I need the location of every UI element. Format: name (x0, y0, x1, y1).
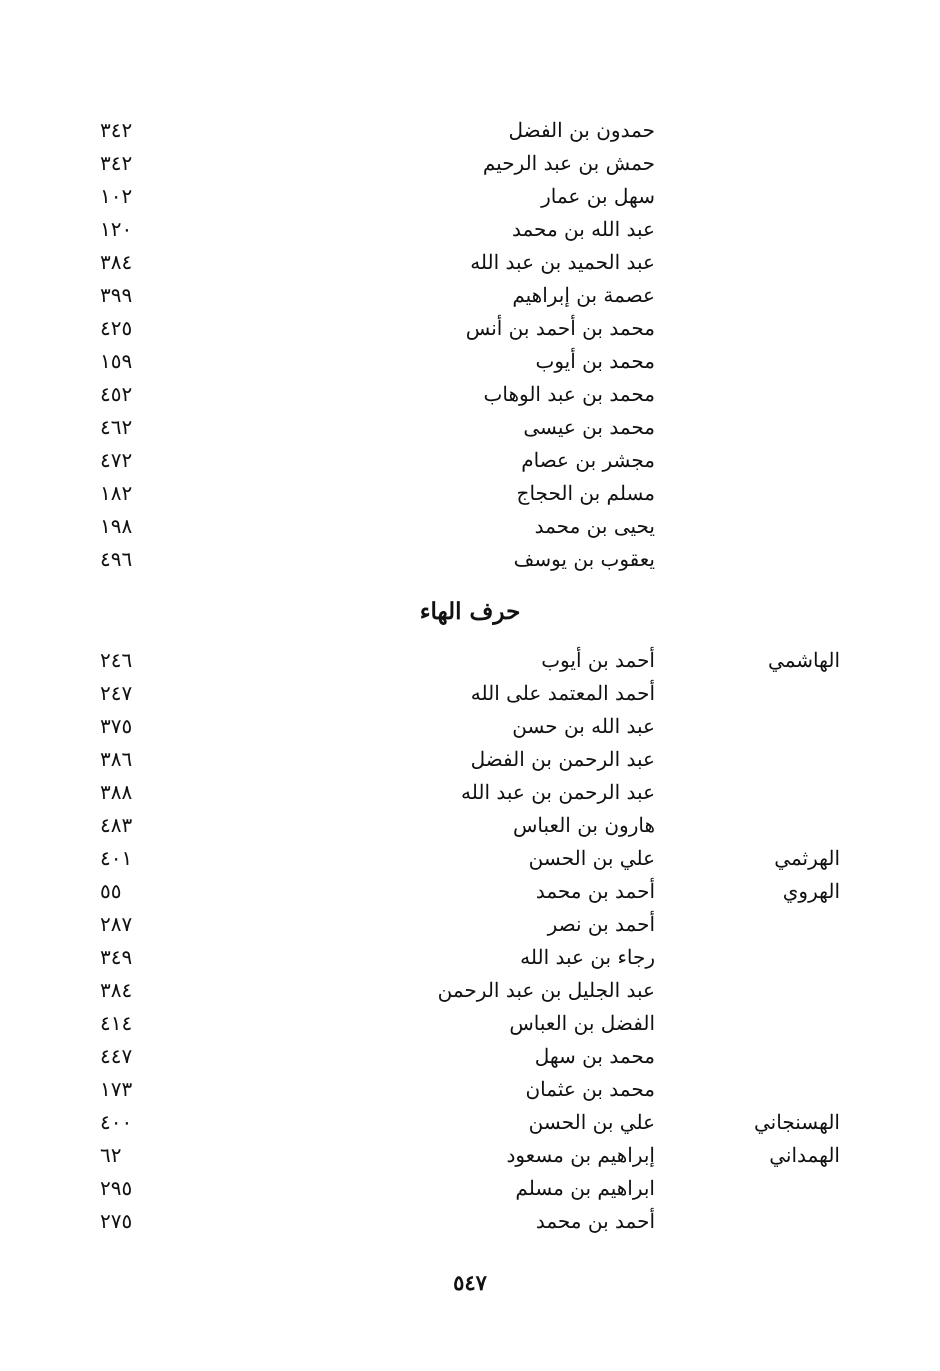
entry-name: يحيى بن محمد (534, 514, 655, 538)
index-entry (0, 809, 940, 842)
section-heading: حرف الهاء (419, 598, 521, 625)
entry-nisba: الهاشمي (768, 648, 840, 672)
entry-nisba: الهمداني (769, 1143, 840, 1167)
entry-nisba: الهسنجاني (754, 1110, 840, 1134)
index-entry (0, 644, 940, 677)
entry-name: حمش بن عبد الرحيم (482, 151, 655, 175)
entry-name: علي بن الحسن (528, 1110, 655, 1134)
entry-page-number: ٤٩٦ (100, 547, 133, 571)
index-entry (0, 1007, 940, 1040)
entry-page-number: ١٨٢ (100, 481, 133, 505)
entry-name: محمد بن أيوب (535, 349, 655, 373)
entry-name: حمدون بن الفضل (508, 118, 655, 142)
index-entry (0, 974, 940, 1007)
index-entry (0, 1172, 940, 1205)
index-entry (0, 1073, 940, 1106)
entry-page-number: ٣٧٥ (100, 714, 133, 738)
entry-name: هارون بن العباس (513, 813, 655, 837)
entry-name: يعقوب بن يوسف (513, 547, 655, 571)
index-entry (0, 677, 940, 710)
entry-name: عبد الله بن محمد (511, 217, 655, 241)
index-entry (0, 444, 940, 477)
index-entry (0, 411, 940, 444)
entry-page-number: ١٩٨ (100, 514, 133, 538)
entry-name: مجشر بن عصام (521, 448, 655, 472)
entry-name: عبد الله بن حسن (512, 714, 655, 738)
entry-name: أحمد المعتمد على الله (470, 681, 655, 705)
index-entry (0, 147, 940, 180)
entry-name: محمد بن أحمد بن أنس (465, 316, 655, 340)
entry-page-number: ٣٤٢ (100, 118, 133, 142)
entry-name: أحمد بن محمد (535, 1209, 655, 1233)
entry-page-number: ٢٩٥ (100, 1176, 133, 1200)
index-entry (0, 312, 940, 345)
index-entry (0, 1106, 940, 1139)
entry-name: الفضل بن العباس (509, 1011, 655, 1035)
index-entry (0, 246, 940, 279)
entry-name: محمد بن عثمان (525, 1077, 655, 1101)
entry-page-number: ٤٧٢ (100, 448, 133, 472)
entry-page-number: ٣٩٩ (100, 283, 133, 307)
entry-page-number: ٤٥٢ (100, 382, 133, 406)
entry-name: علي بن الحسن (528, 846, 655, 870)
entry-page-number: ٤٠٠ (100, 1110, 133, 1134)
entry-page-number: ٣٨٤ (100, 978, 133, 1002)
entry-page-number: ٢٤٧ (100, 681, 133, 705)
index-entry (0, 279, 940, 312)
entry-name: إبراهيم بن مسعود (506, 1143, 655, 1167)
entry-name: محمد بن عبد الوهاب (483, 382, 655, 406)
entry-page-number: ٤٢٥ (100, 316, 133, 340)
index-entry (0, 710, 940, 743)
index-entry (0, 180, 940, 213)
index-entry (0, 543, 940, 576)
index-entry (0, 842, 940, 875)
index-entry (0, 941, 940, 974)
entry-name: عبد الجليل بن عبد الرحمن (437, 978, 655, 1002)
entry-name: سهل بن عمار (541, 184, 655, 208)
entry-page-number: ٣٤٩ (100, 945, 133, 969)
entry-page-number: ٣٤٢ (100, 151, 133, 175)
index-entry (0, 743, 940, 776)
entry-page-number: ١٥٩ (100, 349, 133, 373)
index-entry (0, 875, 940, 908)
entry-name: رجاء بن عبد الله (520, 945, 655, 969)
entry-page-number: ٦٢ (100, 1143, 122, 1167)
entry-name: عبد الحميد بن عبد الله (470, 250, 655, 274)
entry-nisba: الهروي (782, 879, 840, 903)
index-entry (0, 345, 940, 378)
index-entry (0, 908, 940, 941)
entry-name: عبد الرحمن بن الفضل (470, 747, 655, 771)
entry-page-number: ١٧٣ (100, 1077, 133, 1101)
index-entry (0, 378, 940, 411)
entry-name: ابراهيم بن مسلم (515, 1176, 655, 1200)
entry-name: أحمد بن محمد (535, 879, 655, 903)
entry-page-number: ٤٠١ (100, 846, 133, 870)
entry-page-number: ٤٦٢ (100, 415, 133, 439)
index-entry (0, 1205, 940, 1238)
entry-name: عصمة بن إبراهيم (512, 283, 655, 307)
entry-name: محمد بن سهل (534, 1044, 655, 1068)
entry-page-number: ٥٥ (100, 879, 122, 903)
entry-name: أحمد بن نصر (547, 912, 655, 936)
entry-page-number: ٢٨٧ (100, 912, 133, 936)
index-entry (0, 776, 940, 809)
page-number: ٥٤٧ (453, 1270, 487, 1295)
entry-nisba: الهرثمي (774, 846, 840, 870)
entry-page-number: ٢٤٦ (100, 648, 133, 672)
entry-page-number: ٣٨٤ (100, 250, 133, 274)
index-entry (0, 477, 940, 510)
entry-page-number: ٣٨٦ (100, 747, 133, 771)
entry-name: مسلم بن الحجاج (516, 481, 655, 505)
entry-page-number: ٤١٤ (100, 1011, 133, 1035)
index-entry (0, 114, 940, 147)
index-entry (0, 510, 940, 543)
entry-name: أحمد بن أيوب (541, 648, 655, 672)
entry-page-number: ١٠٢ (100, 184, 133, 208)
entry-name: محمد بن عيسى (523, 415, 655, 439)
index-entry (0, 213, 940, 246)
entry-page-number: ٤٨٣ (100, 813, 133, 837)
entry-page-number: ٤٤٧ (100, 1044, 133, 1068)
entry-page-number: ٢٧٥ (100, 1209, 133, 1233)
index-entry (0, 1040, 940, 1073)
entry-page-number: ٣٨٨ (100, 780, 133, 804)
entry-name: عبد الرحمن بن عبد الله (461, 780, 655, 804)
index-entry (0, 1139, 940, 1172)
entry-page-number: ١٢٠ (100, 217, 133, 241)
